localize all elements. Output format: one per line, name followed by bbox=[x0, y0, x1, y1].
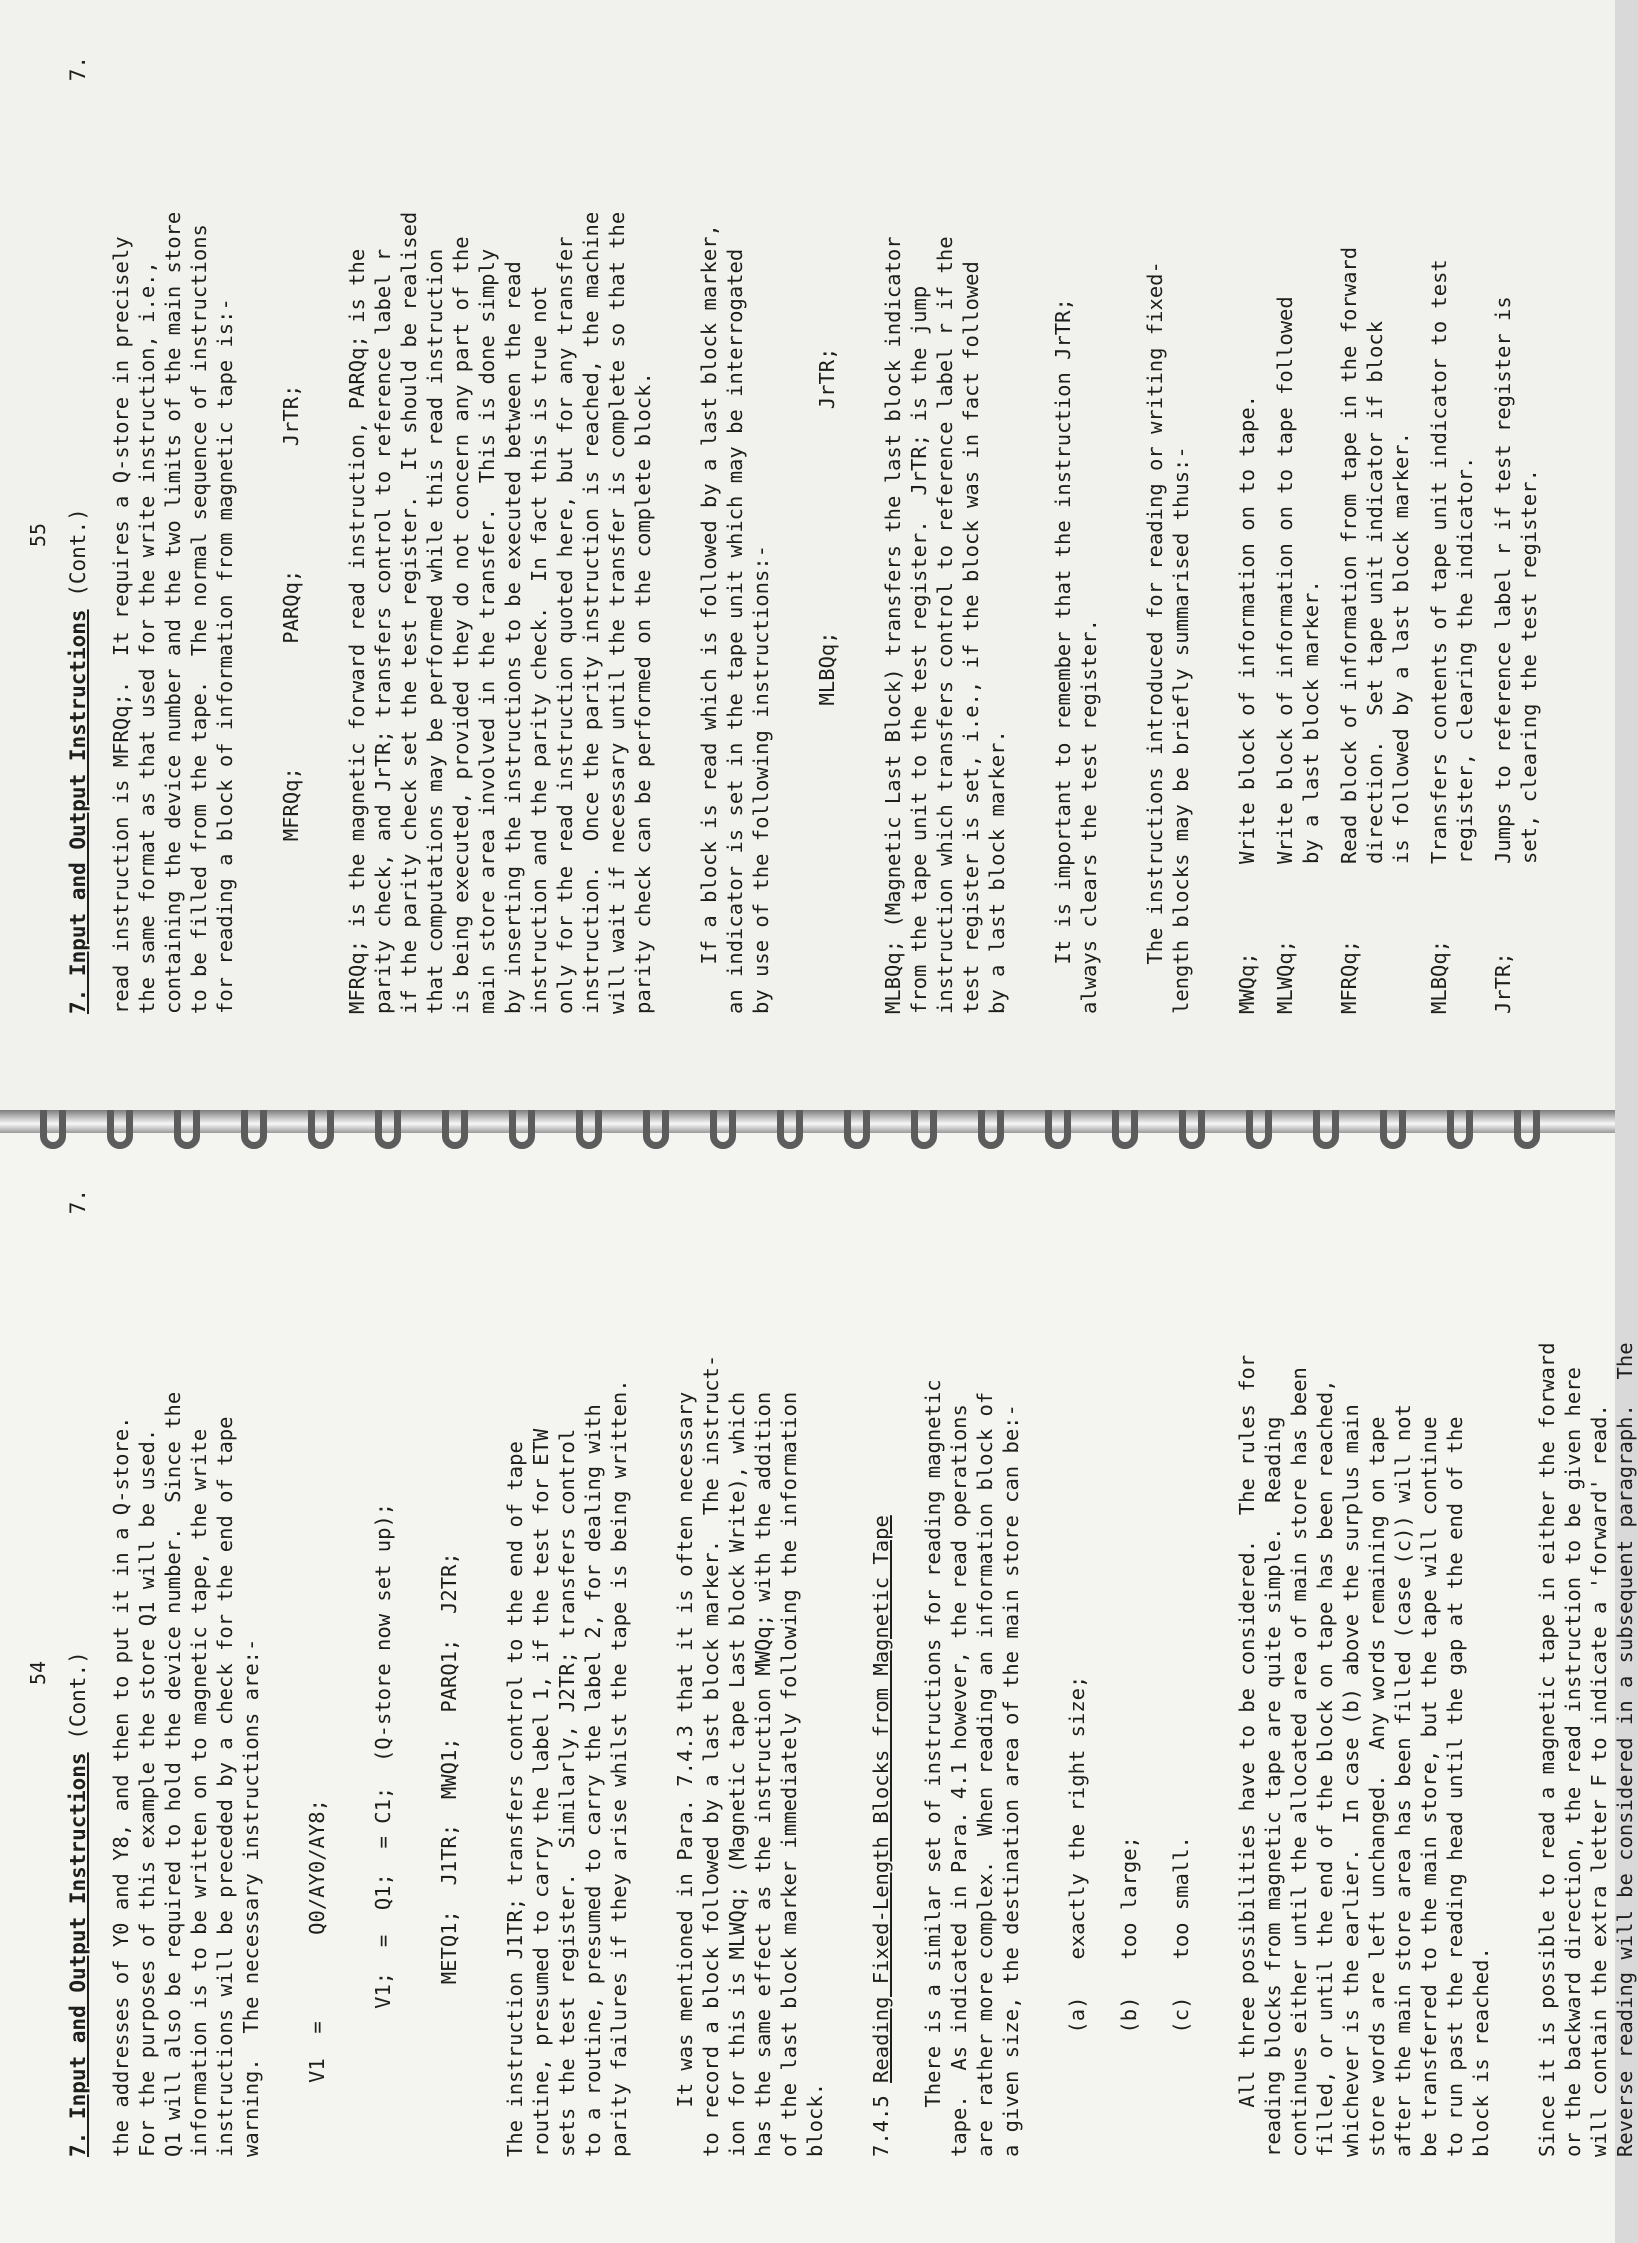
running-head-title: 7. Input and Output Instructions bbox=[66, 1752, 90, 2157]
paragraph: The instructions introduced for reading or writing fixed- length blocks may be briefly summarised thus:- bbox=[1143, 261, 1193, 1014]
paragraph: If a block is read which is followed by a last block marker, an indicator is set in the tape unit which may be interrogated by use of the following instructions:- bbox=[697, 224, 773, 1014]
instruction-sequence: METQ1; J1TR; MWQ1; PARQ1; J2TR; bbox=[437, 1552, 461, 2157]
page-55 bbox=[0, 0, 1615, 1110]
paragraph: The instruction J1TR; transfers control to the end of tape routine, presumed to carry the label 1, if the test for ETW sets the test register. Similarly, J2TR; transfers control to a routine, presumed to carry the label 2, for dealing with parity failures if they arise whilst the tape is being written. bbox=[503, 1379, 631, 2157]
section-heading bbox=[868, 1189, 894, 2157]
spiral-binding bbox=[0, 1110, 1615, 1133]
summary-row bbox=[1272, 247, 1336, 1014]
instruction-sequence: MLBQq; JrTR; bbox=[815, 347, 839, 1014]
list-item: (c) too small. bbox=[1169, 1836, 1193, 2157]
summary-code: JrTR; bbox=[1491, 952, 1515, 1014]
summary-description: Write block of information on to tape followed by a last block marker. bbox=[1273, 296, 1323, 864]
section-number: 7.4.5 bbox=[869, 2095, 893, 2157]
page-number: 55 bbox=[26, 522, 50, 548]
summary-code: MFRQq; bbox=[1337, 939, 1361, 1014]
paragraph: There is a similar set of instructions for reading magnetic tape. As indicated in Para. 4.1 however, the read operations are rather more complex. When reading an information block of a given size, the destination area of the main store can be:- bbox=[921, 1379, 1023, 2157]
summary-row bbox=[1426, 247, 1490, 1014]
instruction-summary-table bbox=[1234, 247, 1554, 1014]
summary-description: Jumps to reference label r if test register is set, clearing the test register. bbox=[1491, 296, 1541, 864]
summary-description: Read block of information from tape in the forward direction. Set tape unit indicator if block is followed by a last block marker. bbox=[1337, 246, 1413, 864]
running-head-mark: 7. bbox=[66, 1189, 90, 1215]
page-54 bbox=[0, 1133, 1637, 2243]
paragraph: the addresses of Y0 and Y8, and then to put it in a Q-store. For the purposes of this example the store Q1 will be used. Q1 will also be required to hold the device number. Since the information is to be written on to magnetic tape, the write instructions will be preceded by a check for the end of tape warning. The necessary instructions are:- bbox=[109, 1391, 263, 2157]
summary-description: Write block of information on to tape. bbox=[1235, 395, 1259, 864]
list-item: (a) exactly the right size; bbox=[1065, 1675, 1089, 2157]
instruction-sequence: MFRQq; PARQq; JrTR; bbox=[279, 384, 303, 1014]
paragraph: Since it is possible to read a magnetic tape in either the forward or the backward direction, the read instruction to be given here will contain the extra letter F to indicate a 'forward' read. Reverse reading will be considered in a subsequent paragraph. The bbox=[1535, 1342, 1637, 2157]
equation: V1; = Q1; = C1; (Q-store now set up); bbox=[371, 1502, 395, 2157]
paragraph: It was mentioned in Para. 7.4.3 that it is often necessary to record a block followed by a last block marker. The instruct- ion for this is MLWQq; (Magnetic tape Last block Write), which has the same effect as the instruction MWQq; with the addition of the last block marker immediately following the information block. bbox=[673, 1354, 827, 2157]
summary-row bbox=[1234, 247, 1272, 1014]
summary-code: MLBQq; bbox=[1427, 939, 1451, 1014]
running-head-mark: 7. bbox=[66, 56, 90, 82]
running-head-cont: (Cont.) bbox=[66, 508, 90, 597]
paragraph: read instruction is MFRQq;. It requires a Q-store in precisely the same format as that used for the write instruction, i.e., containing the device number and the two limits of the main store to be filled from the tape. The normal sequence of instructions for reading a block of information from magnetic tape is:- bbox=[109, 211, 237, 1014]
running-head bbox=[66, 56, 90, 1014]
summary-row bbox=[1490, 247, 1554, 1014]
section-title: Reading Fixed-Length Blocks from Magnetic Tape bbox=[869, 1515, 893, 2083]
page-number: 54 bbox=[26, 1660, 50, 1686]
paragraph: MLBQq; (Magnetic Last Block) transfers the last block indicator from the tape unit to the test register. JrTR; is the jump instruction which transfers control to reference label r if the test register is set, i.e., if the block was in fact followed by a last block marker. bbox=[881, 236, 1009, 1014]
paragraph: It is important to remember that the instruction JrTR; always clears the test register. bbox=[1051, 298, 1101, 1014]
running-head-title: 7. Input and Output Instructions bbox=[66, 609, 90, 1014]
paragraph: All three possibilities have to be considered. The rules for reading blocks from magnetic tape are quite simple. Reading continues either until the allocated area of main store has been filled, or until the end of the block on tape has been reached, whichever is the earlier. In case (b) above the surplus main store words are left unchanged. Any words remaining on tape after the main store area has been filled (case (c)) will not be transferred to the main store, but the tape will continue to run past the reading head until the gap at the end of the block is reached. bbox=[1235, 1354, 1493, 2157]
summary-row bbox=[1336, 247, 1426, 1014]
summary-description: Transfers contents of tape unit indicator to test register, clearing the indicator. bbox=[1427, 259, 1477, 864]
paragraph: MFRQq; is the magnetic forward read instruction, PARQq; is the parity check, and JrTR; transfers control to reference label r if the parity check set the test register. It should be realised that computations may be performed while this read instruction is being executed, provided they do not concern any part of the main store area involved in the transfer. This is done simply by inserting the instructions to be executed between the read instruction and the parity check. In fact this is true not only for the read instruction quoted here, but for any transfer instruction. Once the parity instruction is reached, the machine will wait if necessary until the transfer is complete so that the parity check can be performed on the complete block. bbox=[345, 211, 655, 1014]
equation: V1 = Q0/AY0/AY8; bbox=[305, 1799, 329, 2157]
running-head bbox=[66, 1189, 90, 2157]
summary-code: MLWQq; bbox=[1273, 939, 1297, 1014]
list-item: (b) too large; bbox=[1117, 1836, 1141, 2157]
running-head-cont: (Cont.) bbox=[66, 1651, 90, 1740]
summary-code: MWQq; bbox=[1235, 952, 1259, 1014]
